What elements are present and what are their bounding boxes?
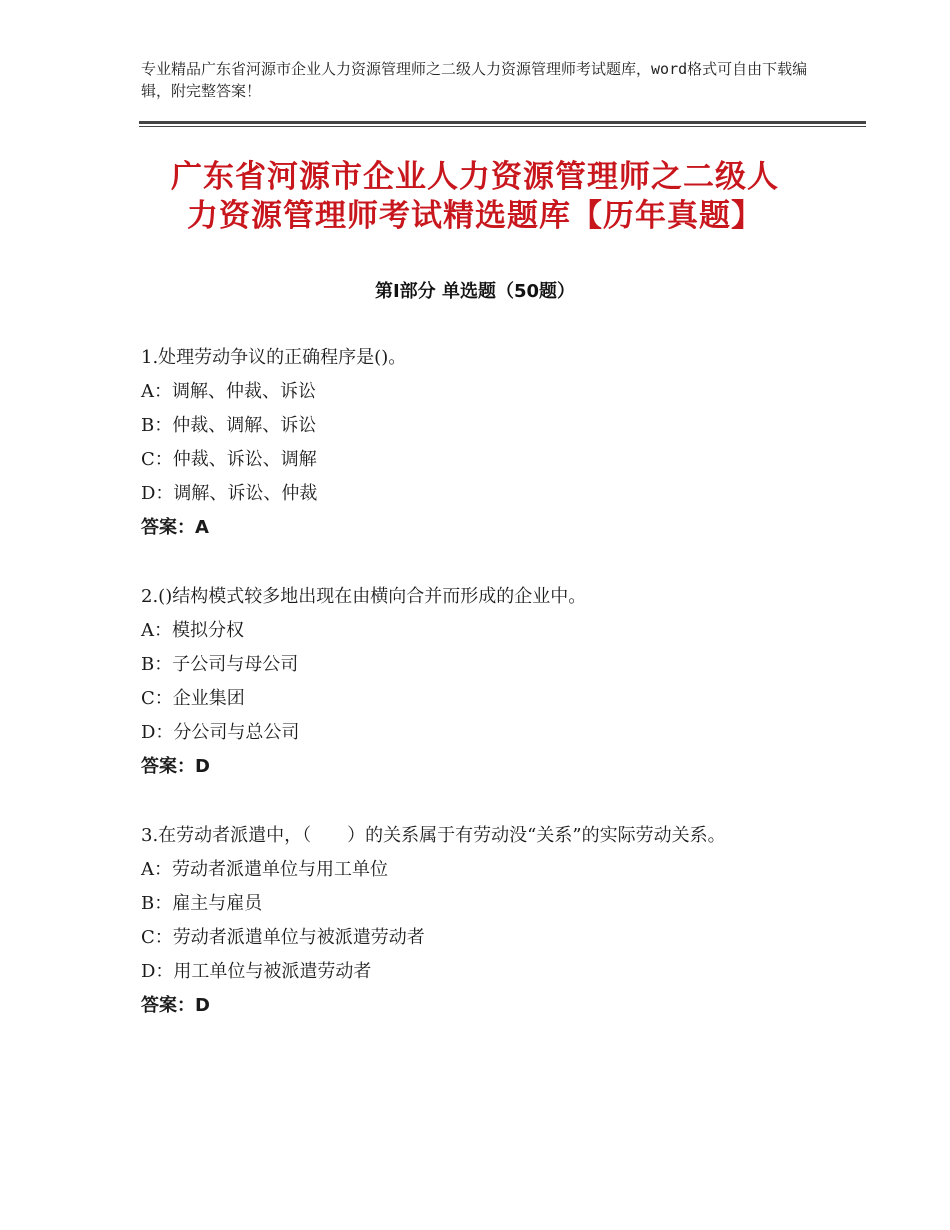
option-d: D：分公司与总公司 xyxy=(141,722,300,743)
question-1 xyxy=(141,341,821,545)
option-a: A：调解、仲裁、诉讼 xyxy=(141,381,316,402)
option-a: A：劳动者派遣单位与用工单位 xyxy=(141,859,388,880)
header-divider-thin xyxy=(139,126,866,127)
answer: 答案：A xyxy=(141,517,209,538)
header-note: 专业精品广东省河源市企业人力资源管理师之二级人力资源管理师考试题库，word格式可自由下载编辑，附完整答案！ xyxy=(141,60,808,100)
question-2 xyxy=(141,580,821,784)
option-c: C：仲裁、诉讼、调解 xyxy=(141,449,317,470)
document-title-line-1: 广东省河源市企业人力资源管理师之二级人 xyxy=(171,159,779,195)
header-divider-thick xyxy=(139,121,866,124)
answer: 答案：D xyxy=(141,756,210,777)
option-a: A：模拟分权 xyxy=(141,620,244,641)
section-title: 第Ⅰ部分 单选题（50题） xyxy=(374,281,575,302)
question-3 xyxy=(141,819,801,1023)
option-b: B：仲裁、调解、诉讼 xyxy=(141,415,317,436)
option-c: C：劳动者派遣单位与被派遣劳动者 xyxy=(141,927,425,948)
document-title-line-2: 力资源管理师考试精选题库【历年真题】 xyxy=(187,198,763,234)
option-c: C：企业集团 xyxy=(141,688,245,709)
answer: 答案：D xyxy=(141,995,210,1016)
option-b: B：雇主与雇员 xyxy=(141,893,263,914)
question-text: 1.处理劳动争议的正确程序是()。 xyxy=(141,347,407,368)
question-text: 2.()结构模式较多地出现在由横向合并而形成的企业中。 xyxy=(141,586,587,607)
option-d: D：调解、诉讼、仲裁 xyxy=(141,483,318,504)
option-b: B：子公司与母公司 xyxy=(141,654,299,675)
document-title xyxy=(100,158,850,236)
option-d: D：用工单位与被派遣劳动者 xyxy=(141,961,372,982)
question-text: 3.在劳动者派遣中，（ ）的关系属于有劳动没“关系”的实际劳动关系。 xyxy=(141,825,726,846)
